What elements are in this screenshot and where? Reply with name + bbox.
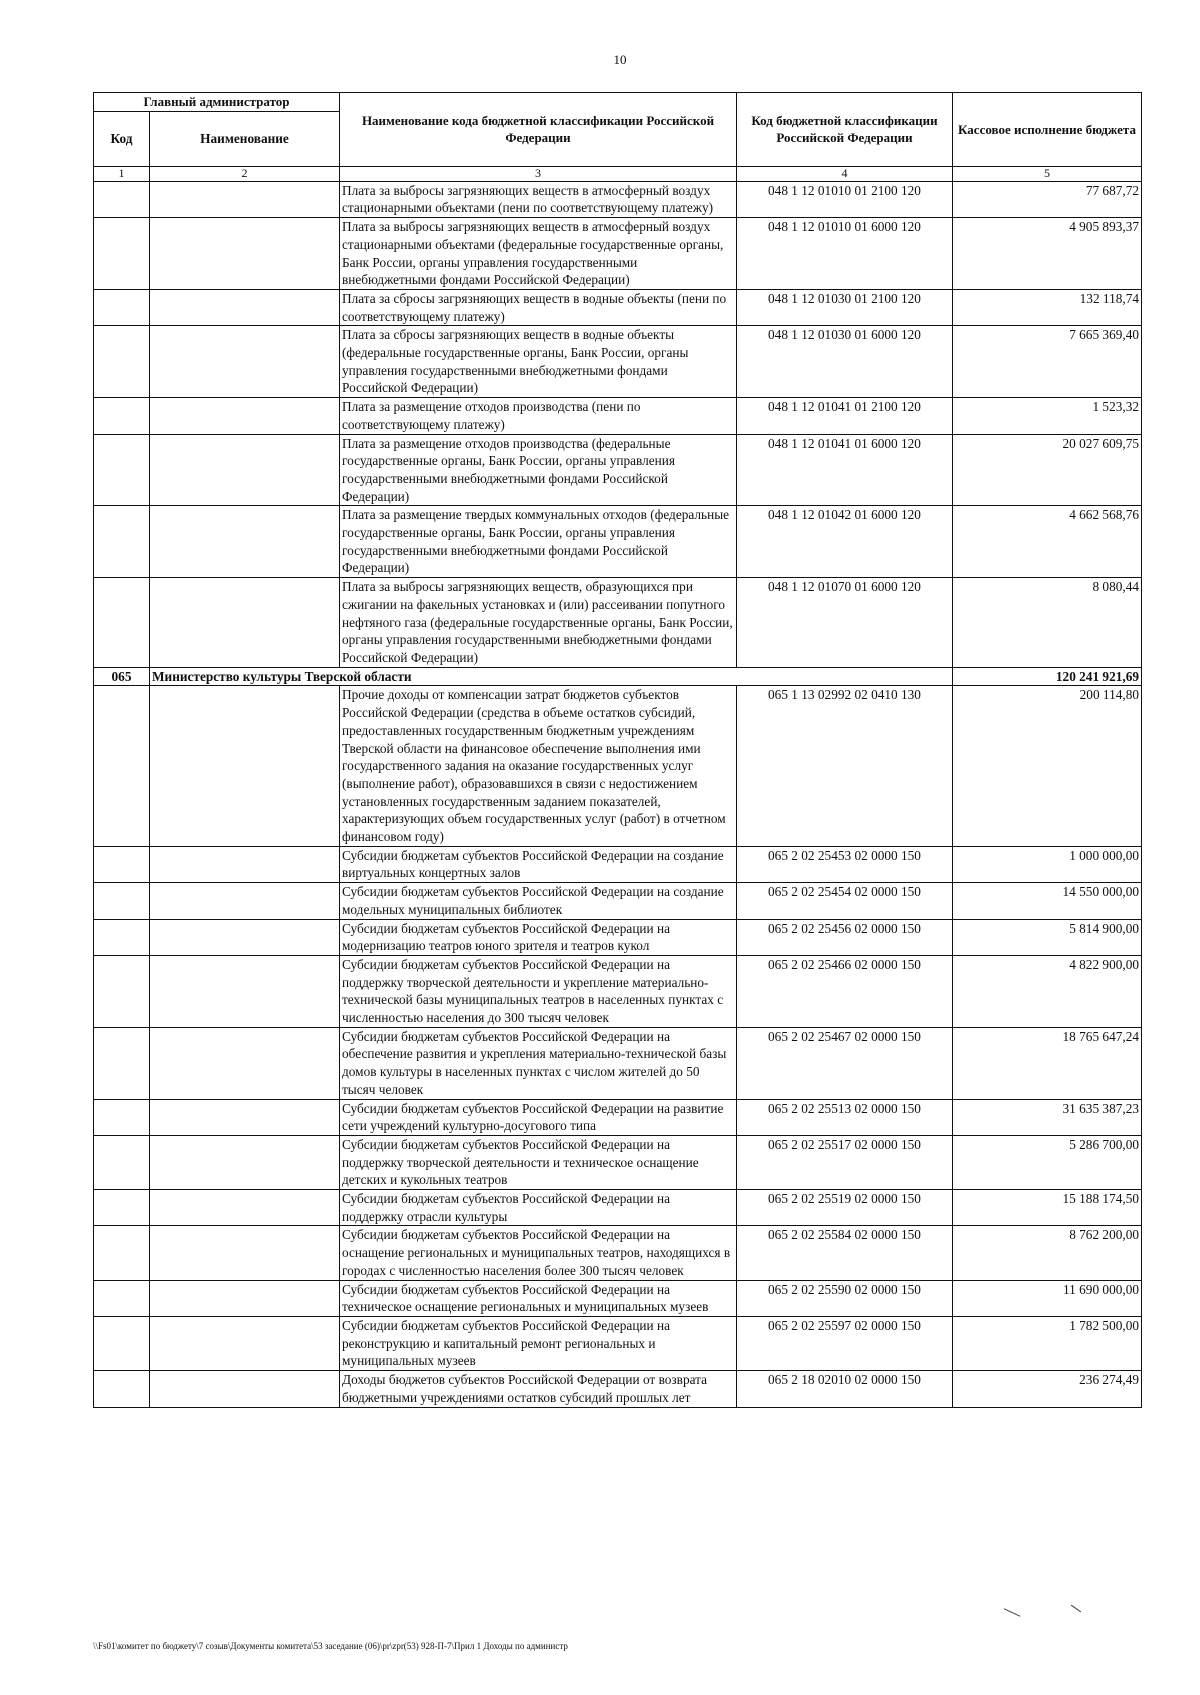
kbk-name-cell: Плата за размещение твердых коммунальных отходов (федеральные государственные органы, Банк России, органы управления государственными внебюджетными фондами Российской Федерации) <box>340 506 737 578</box>
kbk-code-cell: 048 1 12 01042 01 6000 120 <box>737 506 953 578</box>
admin-name-cell <box>150 1190 340 1226</box>
kbk-code-cell: 048 1 12 01030 01 2100 120 <box>737 289 953 325</box>
budget-table <box>93 92 1142 1408</box>
admin-code: 065 <box>94 667 150 686</box>
admin-total: 120 241 921,69 <box>953 667 1142 686</box>
execution-amount-cell: 5 286 700,00 <box>953 1135 1142 1189</box>
admin-name-cell <box>150 181 340 217</box>
kbk-code-cell: 048 1 12 01041 01 2100 120 <box>737 398 953 434</box>
table-row <box>94 218 1142 290</box>
kbk-code-cell: 048 1 12 01010 01 6000 120 <box>737 218 953 290</box>
execution-amount-cell: 77 687,72 <box>953 181 1142 217</box>
column-number: 2 <box>150 166 340 181</box>
admin-name-cell <box>150 506 340 578</box>
kbk-code-cell: 048 1 12 01041 01 6000 120 <box>737 434 953 506</box>
kbk-code-cell: 065 2 02 25584 02 0000 150 <box>737 1226 953 1280</box>
table-row <box>94 181 1142 217</box>
admin-code-cell <box>94 398 150 434</box>
execution-amount-cell: 5 814 900,00 <box>953 919 1142 955</box>
admin-name-cell <box>150 1371 340 1407</box>
table-row <box>94 506 1142 578</box>
admin-name-cell <box>150 883 340 919</box>
table-row <box>94 434 1142 506</box>
column-number: 3 <box>340 166 737 181</box>
table-header <box>94 93 1142 182</box>
admin-name-cell <box>150 686 340 846</box>
execution-amount-cell: 1 782 500,00 <box>953 1317 1142 1371</box>
table-row <box>94 326 1142 398</box>
execution-amount-cell: 7 665 369,40 <box>953 326 1142 398</box>
admin-code-cell <box>94 919 150 955</box>
table-row <box>94 883 1142 919</box>
admin-code-cell <box>94 181 150 217</box>
kbk-name-cell: Субсидии бюджетам субъектов Российской Федерации на техническое оснащение региональных и муниципальных музеев <box>340 1280 737 1316</box>
execution-amount-cell: 31 635 387,23 <box>953 1099 1142 1135</box>
header-main-admin: Главный администратор <box>94 93 340 112</box>
execution-amount-cell: 236 274,49 <box>953 1371 1142 1407</box>
header-kbk-code: Код бюджетной классификации Российской Федерации <box>737 93 953 167</box>
execution-amount-cell: 4 662 568,76 <box>953 506 1142 578</box>
admin-name-cell <box>150 218 340 290</box>
admin-name-cell <box>150 1317 340 1371</box>
admin-code-cell <box>94 218 150 290</box>
admin-code-cell <box>94 1135 150 1189</box>
admin-name-cell <box>150 326 340 398</box>
execution-amount-cell: 4 905 893,37 <box>953 218 1142 290</box>
table-row <box>94 398 1142 434</box>
admin-name-cell <box>150 1280 340 1316</box>
kbk-code-cell: 065 2 02 25453 02 0000 150 <box>737 846 953 882</box>
admin-code-cell <box>94 846 150 882</box>
table-row <box>94 919 1142 955</box>
footer-file-path: \\Fs01\комитет по бюджету\7 созыв\Документы комитета\53 заседание (06)\pr\zpr(53) 928-П-7\Прил 1 Доходы по администр <box>93 1641 568 1651</box>
table-row <box>94 846 1142 882</box>
kbk-code-cell: 065 2 02 25513 02 0000 150 <box>737 1099 953 1135</box>
table-row <box>94 1190 1142 1226</box>
admin-code-cell <box>94 434 150 506</box>
admin-name-cell <box>150 1027 340 1099</box>
admin-name-cell <box>150 846 340 882</box>
kbk-name-cell: Доходы бюджетов субъектов Российской Федерации от возврата бюджетными учреждениями остатков субсидий прошлых лет <box>340 1371 737 1407</box>
kbk-name-cell: Плата за выбросы загрязняющих веществ, образующихся при сжигании на факельных установках и (или) рассеивании попутного нефтяного газа (федеральные государственные органы, Банк России, органы управления государственными внебюджетными фондами Российской Федерации) <box>340 578 737 668</box>
admin-code-cell <box>94 1371 150 1407</box>
execution-amount-cell: 4 822 900,00 <box>953 955 1142 1027</box>
admin-code-cell <box>94 1027 150 1099</box>
execution-amount-cell: 18 765 647,24 <box>953 1027 1142 1099</box>
kbk-name-cell: Субсидии бюджетам субъектов Российской Федерации на поддержку отрасли культуры <box>340 1190 737 1226</box>
kbk-code-cell: 065 1 13 02992 02 0410 130 <box>737 686 953 846</box>
kbk-name-cell: Прочие доходы от компенсации затрат бюджетов субъектов Российской Федерации (средства в объеме остатков субсидий, предоставленных государственным бюджетным учреждениям Тверской области на финансовое обеспечение выполнения ими государственного задания на оказание государственных услуг (выполнение работ), образовавшихся в связи с недостижением установленных государственным заданием показателей, характеризующих объем государственных услуг (работ) в отчетном финансовом году) <box>340 686 737 846</box>
table-row <box>94 686 1142 846</box>
admin-code-cell <box>94 1317 150 1371</box>
execution-amount-cell: 11 690 000,00 <box>953 1280 1142 1316</box>
admin-name-cell <box>150 289 340 325</box>
kbk-name-cell: Субсидии бюджетам субъектов Российской Федерации на поддержку творческой деятельности и укрепление материально-технической базы муниципальных театров в населенных пунктах с численностью населения до 300 тысяч человек <box>340 955 737 1027</box>
column-number: 1 <box>94 166 150 181</box>
admin-code-cell <box>94 883 150 919</box>
admin-name: Министерство культуры Тверской области <box>150 667 953 686</box>
kbk-name-cell: Субсидии бюджетам субъектов Российской Федерации на создание виртуальных концертных залов <box>340 846 737 882</box>
table-row <box>94 1371 1142 1407</box>
table-row <box>94 1317 1142 1371</box>
kbk-name-cell: Плата за сбросы загрязняющих веществ в водные объекты (федеральные государственные органы, Банк России, органы управления государственными внебюджетными фондами Российской Федерации) <box>340 326 737 398</box>
table-body <box>94 181 1142 1407</box>
admin-code-cell <box>94 955 150 1027</box>
admin-name-cell <box>150 1135 340 1189</box>
execution-amount-cell: 1 000 000,00 <box>953 846 1142 882</box>
admin-code-cell <box>94 1226 150 1280</box>
kbk-code-cell: 065 2 02 25519 02 0000 150 <box>737 1190 953 1226</box>
header-kbk-name: Наименование кода бюджетной классификации Российской Федерации <box>340 93 737 167</box>
column-number: 4 <box>737 166 953 181</box>
admin-code-cell <box>94 289 150 325</box>
kbk-name-cell: Плата за размещение отходов производства (федеральные государственные органы, Банк России, органы управления государственными внебюджетными фондами Российской Федерации) <box>340 434 737 506</box>
admin-name-cell <box>150 919 340 955</box>
execution-amount-cell: 132 118,74 <box>953 289 1142 325</box>
kbk-name-cell: Плата за сбросы загрязняющих веществ в водные объекты (пени по соответствующему платежу) <box>340 289 737 325</box>
column-number: 5 <box>953 166 1142 181</box>
kbk-code-cell: 065 2 02 25517 02 0000 150 <box>737 1135 953 1189</box>
admin-name-cell <box>150 1226 340 1280</box>
kbk-code-cell: 048 1 12 01070 01 6000 120 <box>737 578 953 668</box>
table-row <box>94 1226 1142 1280</box>
admin-code-cell <box>94 1280 150 1316</box>
scan-artifact <box>1071 1605 1081 1613</box>
admin-name-cell <box>150 398 340 434</box>
table-row <box>94 1027 1142 1099</box>
header-admin-name: Наименование <box>150 111 340 166</box>
kbk-name-cell: Субсидии бюджетам субъектов Российской Федерации на создание модельных муниципальных библиотек <box>340 883 737 919</box>
table-row <box>94 1280 1142 1316</box>
admin-name-cell <box>150 578 340 668</box>
admin-code-cell <box>94 1190 150 1226</box>
table-row <box>94 955 1142 1027</box>
kbk-code-cell: 065 2 02 25456 02 0000 150 <box>737 919 953 955</box>
admin-name-cell <box>150 434 340 506</box>
admin-code-cell <box>94 326 150 398</box>
execution-amount-cell: 20 027 609,75 <box>953 434 1142 506</box>
page-number: 10 <box>613 52 627 67</box>
kbk-code-cell: 065 2 02 25597 02 0000 150 <box>737 1317 953 1371</box>
kbk-name-cell: Субсидии бюджетам субъектов Российской Федерации на реконструкцию и капитальный ремонт региональных и муниципальных музеев <box>340 1317 737 1371</box>
table-row <box>94 1099 1142 1135</box>
kbk-name-cell: Плата за размещение отходов производства (пени по соответствующему платежу) <box>340 398 737 434</box>
kbk-name-cell: Субсидии бюджетам субъектов Российской Федерации на обеспечение развития и укрепления материально-технической базы домов культуры в населенных пунктах с числом жителей до 50 тысяч человек <box>340 1027 737 1099</box>
admin-code-cell <box>94 578 150 668</box>
header-execution: Кассовое исполнение бюджета <box>953 93 1142 167</box>
table-row <box>94 289 1142 325</box>
execution-amount-cell: 8 762 200,00 <box>953 1226 1142 1280</box>
kbk-name-cell: Субсидии бюджетам субъектов Российской Федерации на модернизацию театров юного зрителя и театров кукол <box>340 919 737 955</box>
kbk-name-cell: Субсидии бюджетам субъектов Российской Федерации на оснащение региональных и муниципальных театров, находящихся в городах с численностью населения более 300 тысяч человек <box>340 1226 737 1280</box>
table-row <box>94 1135 1142 1189</box>
kbk-name-cell: Плата за выбросы загрязняющих веществ в атмосферный воздух стационарными объектами (пени по соответствующему платежу) <box>340 181 737 217</box>
kbk-name-cell: Плата за выбросы загрязняющих веществ в атмосферный воздух стационарными объектами (федеральные государственные органы, Банк России, органы управления государственными внебюджетными фондами Российской Федерации) <box>340 218 737 290</box>
table-row <box>94 578 1142 668</box>
execution-amount-cell: 1 523,32 <box>953 398 1142 434</box>
kbk-code-cell: 065 2 18 02010 02 0000 150 <box>737 1371 953 1407</box>
admin-code-cell <box>94 686 150 846</box>
kbk-name-cell: Субсидии бюджетам субъектов Российской Федерации на поддержку творческой деятельности и техническое оснащение детских и кукольных театров <box>340 1135 737 1189</box>
admin-name-cell <box>150 1099 340 1135</box>
admin-row <box>94 667 1142 686</box>
kbk-code-cell: 065 2 02 25454 02 0000 150 <box>737 883 953 919</box>
execution-amount-cell: 200 114,80 <box>953 686 1142 846</box>
kbk-name-cell: Субсидии бюджетам субъектов Российской Федерации на развитие сети учреждений культурно-досугового типа <box>340 1099 737 1135</box>
kbk-code-cell: 065 2 02 25466 02 0000 150 <box>737 955 953 1027</box>
admin-code-cell <box>94 1099 150 1135</box>
kbk-code-cell: 065 2 02 25467 02 0000 150 <box>737 1027 953 1099</box>
execution-amount-cell: 8 080,44 <box>953 578 1142 668</box>
kbk-code-cell: 048 1 12 01030 01 6000 120 <box>737 326 953 398</box>
kbk-code-cell: 065 2 02 25590 02 0000 150 <box>737 1280 953 1316</box>
execution-amount-cell: 14 550 000,00 <box>953 883 1142 919</box>
admin-name-cell <box>150 955 340 1027</box>
scan-artifact <box>1004 1608 1021 1617</box>
header-code: Код <box>94 111 150 166</box>
kbk-code-cell: 048 1 12 01010 01 2100 120 <box>737 181 953 217</box>
column-numbers-row <box>94 166 1142 181</box>
execution-amount-cell: 15 188 174,50 <box>953 1190 1142 1226</box>
admin-code-cell <box>94 506 150 578</box>
